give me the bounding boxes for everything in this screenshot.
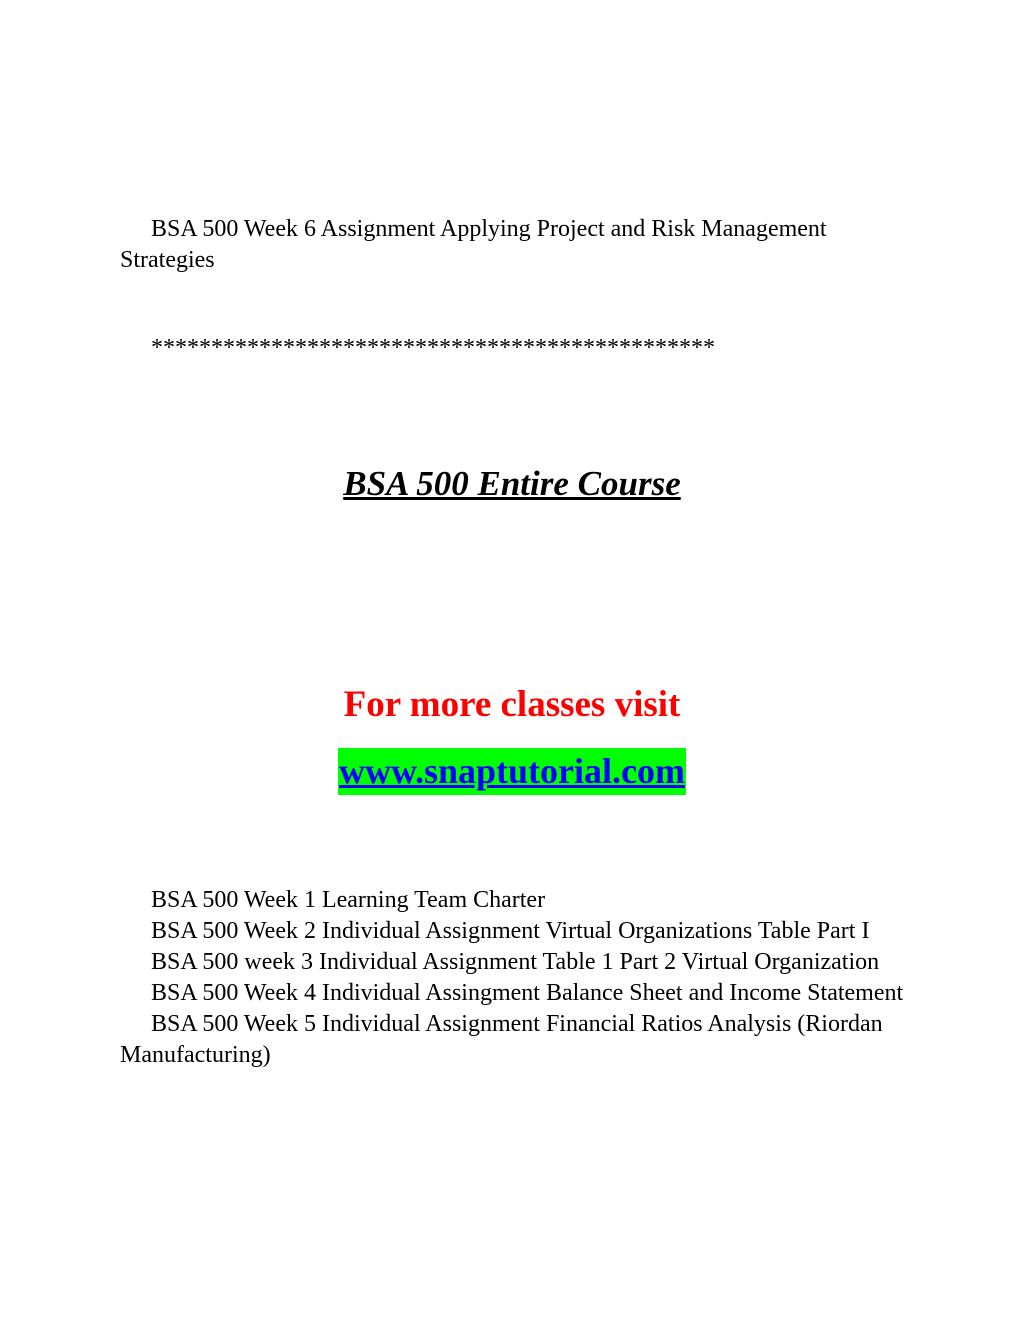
- list-item: BSA 500 week 3 Individual Assignment Table 1 Part 2 Virtual Organization: [151, 949, 880, 975]
- visit-text: For more classes visit: [343, 684, 681, 725]
- website-link[interactable]: www.snaptutorial.com: [338, 748, 686, 795]
- course-item-list: [120, 885, 910, 1071]
- intro-title: BSA 500 Week 6 Assignment Applying Project and Risk Management Strategies: [120, 216, 827, 273]
- list-item: BSA 500 Week 1 Learning Team Charter: [151, 887, 546, 913]
- list-item: BSA 500 Week 5 Individual Assignment Financial Ratios Analysis (Riordan Manufacturing): [120, 1011, 883, 1068]
- list-item: BSA 500 Week 2 Individual Assignment Virtual Organizations Table Part I: [151, 918, 870, 944]
- star-separator: ***********************************************: [151, 335, 715, 361]
- website-line: [0, 748, 1024, 795]
- course-heading: BSA 500 Entire Course: [343, 464, 681, 503]
- list-item: BSA 500 Week 4 Individual Assingment Balance Sheet and Income Statement: [151, 980, 904, 1006]
